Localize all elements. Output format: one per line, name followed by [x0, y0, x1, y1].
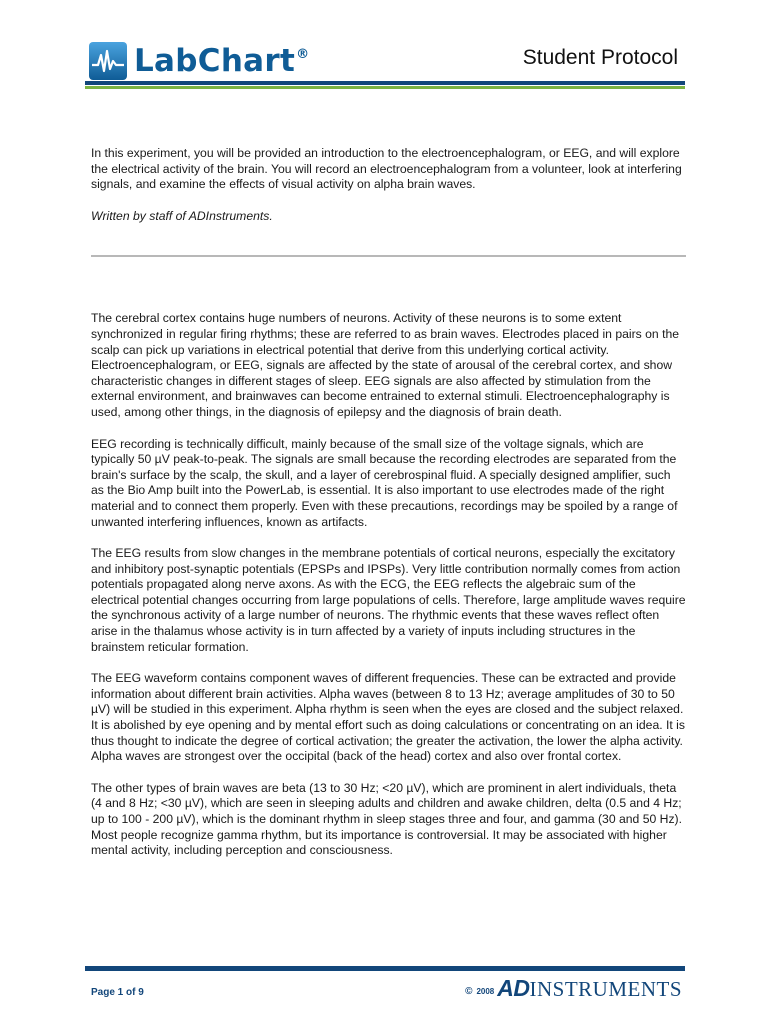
- intro-paragraph: In this experiment, you will be provided an introduction to the electroencephalogram, or EEG, and will explore the electrical activity of the brain. You will record an electroencephalogram from a volunteer, look at interfering signals, and examine the effects of visual activity on alpha brain waves.: [91, 146, 682, 192]
- copyright-year: 2008: [476, 987, 495, 996]
- body-paragraph: The cerebral cortex contains huge numbers of neurons. Activity of these neurons is to some extent synchronized in regular firing rhythms; these are referred to as brain waves. Electrodes placed in pairs on the scalp can pick up variations in electrical potential that derive from this underlying cortical activity. Electroencephalogram, or EEG, signals are affected by the state of arousal of the cerebral cortex, and show characteristic changes in different stages of sleep. EEG signals are also affected by stimulation from the external environment, and brainwaves can become entrained to external stimuli. Electroencephalography is used, among other things, in the diagnosis of epilepsy and the diagnosis of brain death.: [91, 311, 680, 419]
- waveform-logo-icon: [88, 41, 128, 81]
- registered-mark: ®: [296, 47, 310, 62]
- header-rule-green: [85, 86, 685, 89]
- labchart-logo: [88, 41, 309, 81]
- body-paragraph: The EEG waveform contains component waves of different frequencies. These can be extracted and provide information about different brain activities. Alpha waves (between 8 to 13 Hz; average amplitudes of 30 to 50 µV) will be studied in this experiment. Alpha rhythm is seen when the eyes are closed and the subject relaxed. It is abolished by eye opening and by mental effort such as doing calculations or concentrating on an idea. It is thus thought to indicate the degree of cortical activation; the greater the activation, the lower the alpha activity. Alpha waves are strongest over the occipital (back of the head) cortex and also over frontal cortex.: [91, 671, 685, 764]
- body-paragraph: The EEG results from slow changes in the membrane potentials of cortical neurons, especially the excitatory and inhibitory post-synaptic potentials (EPSPs and IPSPs). Very little contribution normally comes from action potentials propagated along nerve axons. As with the ECG, the EEG reflects the algebraic sum of the electrical potential changes occurring from large populations of cells. Therefore, large amplitude waves require the synchronous activity of a large number of neurons. The rhythmic events that these waves reflect often arise in the thalamus whose activity is in turn affected by a variety of inputs including structures in the brainstem reticular formation.: [91, 546, 686, 654]
- adinstruments-logo: [465, 975, 682, 1002]
- section-divider: [91, 255, 686, 257]
- body-paragraph: The other types of brain waves are beta (13 to 30 Hz; <20 µV), which are prominent in alert individuals, theta (4 and 8 Hz; <30 µV), which are seen in sleeping adults and children and awake children, delta (0.5 and 4 Hz; up to 100 - 200 µV), which is the dominant rhythm in sleep stages three and four, and gamma (30 and 50 Hz). Most people recognize gamma rhythm, but its importance is controversial. It may be associated with higher mental activity, including perception and consciousness.: [91, 780, 682, 858]
- page-title: Student Protocol: [522, 46, 678, 69]
- document-body: [91, 146, 686, 859]
- brand-instruments: INSTRUMENTS: [529, 977, 682, 1001]
- copyright-symbol: ©: [465, 986, 473, 997]
- footer-rule: [85, 966, 685, 971]
- author-byline: Written by staff of ADInstruments.: [91, 208, 273, 223]
- header-rule-blue: [85, 81, 685, 85]
- brand-ad: AD: [497, 975, 530, 1001]
- page-number: Page 1 of 9: [91, 987, 144, 998]
- page-header: [0, 0, 768, 100]
- logo-text: LabChart®: [134, 43, 310, 79]
- body-paragraph: EEG recording is technically difficult, mainly because of the small size of the voltage signals, which are typically 50 µV peak-to-peak. The signals are small because the recording electrodes are separated from the brain's surface by the scalp, the skull, and a layer of cerebrospinal fluid. A specially designed amplifier, such as the Bio Amp built into the PowerLab, is essential. It is also important to use electrodes made of the right material and to connect them properly. Even with these precautions, recordings may be spoiled by a range of unwanted interfering influences, known as artifacts.: [91, 436, 678, 529]
